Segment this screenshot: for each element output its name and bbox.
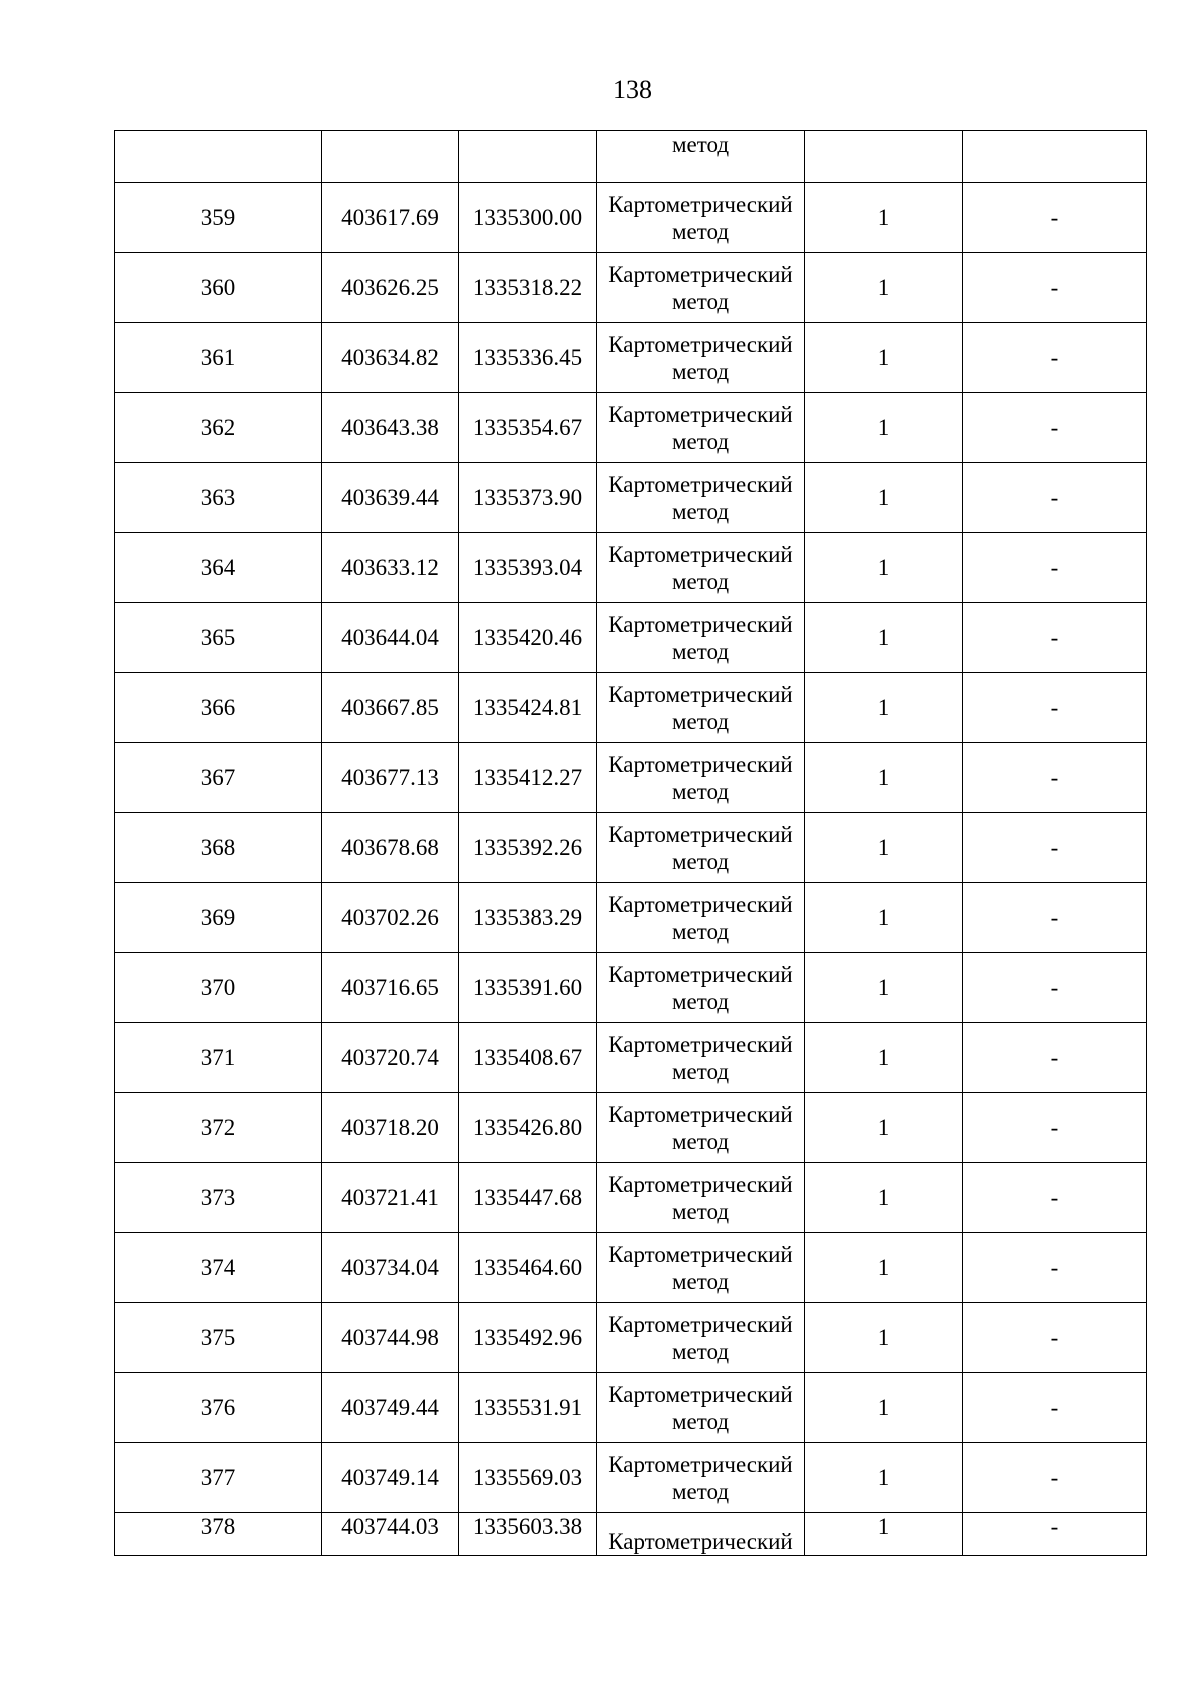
cell-accuracy: 1 (805, 323, 963, 393)
cell-accuracy: 1 (805, 813, 963, 883)
cell-x: 403718.20 (322, 1093, 459, 1163)
table-row (115, 533, 1147, 603)
cell-method (597, 813, 805, 883)
cell-point-number: 366 (115, 673, 322, 743)
cell-note: - (963, 1303, 1147, 1373)
method-line-2: метод (671, 1198, 730, 1224)
cell-point-number: 359 (115, 183, 322, 253)
cell-method (597, 1023, 805, 1093)
table-row (115, 813, 1147, 883)
cell-y: 1335424.81 (459, 673, 597, 743)
cell-method (597, 183, 805, 253)
method-line-1: Картометрический (608, 471, 793, 497)
cell-x: 403702.26 (322, 883, 459, 953)
cell-y: 1335420.46 (459, 603, 597, 673)
method-line-2: метод (671, 1408, 730, 1434)
cell-accuracy: 1 (805, 1303, 963, 1373)
method-line-2: метод (671, 568, 730, 594)
cell-point-number: 365 (115, 603, 322, 673)
table-row (115, 883, 1147, 953)
cell-note: - (963, 813, 1147, 883)
cell-point-number: 363 (115, 463, 322, 533)
method-line-1: Картометрический (608, 961, 793, 987)
method-line-1: Картометрический (608, 821, 793, 847)
method-line-2: метод (671, 288, 730, 314)
cell-accuracy: 1 (805, 673, 963, 743)
cell-x: 403677.13 (322, 743, 459, 813)
cell-method: Картометрический (597, 1513, 805, 1556)
cell-note: - (963, 1163, 1147, 1233)
cell-y: 1335392.26 (459, 813, 597, 883)
cell-method (597, 603, 805, 673)
method-line-2: метод (671, 1338, 730, 1364)
cell-note: - (963, 533, 1147, 603)
cell-method (597, 1163, 805, 1233)
cell-y: 1335391.60 (459, 953, 597, 1023)
cell-y: 1335318.22 (459, 253, 597, 323)
cell-accuracy: 1 (805, 953, 963, 1023)
method-line-1: Картометрический (608, 541, 793, 567)
method-line-2: метод (671, 1128, 730, 1154)
table-row (115, 1303, 1147, 1373)
table-row (115, 673, 1147, 743)
cell-point-number: 377 (115, 1443, 322, 1513)
cell-y: 1335603.38 (459, 1513, 597, 1556)
cell-y: 1335354.67 (459, 393, 597, 463)
coordinates-table-body (115, 131, 1147, 1556)
cell-method (597, 1093, 805, 1163)
cell-accuracy: 1 (805, 603, 963, 673)
cell-accuracy: 1 (805, 883, 963, 953)
cell-y: 1335426.80 (459, 1093, 597, 1163)
table-row (115, 953, 1147, 1023)
cell-method (597, 533, 805, 603)
cell-accuracy: 1 (805, 533, 963, 603)
method-line-1: Картометрический (608, 891, 793, 917)
method-line-2: метод (671, 498, 730, 524)
cell-method (597, 253, 805, 323)
cell-method (597, 1443, 805, 1513)
cell-accuracy: 1 (805, 1443, 963, 1513)
cell-y: 1335492.96 (459, 1303, 597, 1373)
method-line-1: Картометрический (608, 1031, 793, 1057)
cell-x: 403744.98 (322, 1303, 459, 1373)
cell-y: 1335393.04 (459, 533, 597, 603)
cell-y: 1335383.29 (459, 883, 597, 953)
cell-x: 403678.68 (322, 813, 459, 883)
cell-note: - (963, 323, 1147, 393)
cell-x: 403749.44 (322, 1373, 459, 1443)
method-line-1: Картометрический (608, 1451, 793, 1477)
cell-x: 403667.85 (322, 673, 459, 743)
cell-accuracy: 1 (805, 1023, 963, 1093)
cell-x: 403643.38 (322, 393, 459, 463)
cell-accuracy: 1 (805, 1373, 963, 1443)
cell-method (597, 323, 805, 393)
table-row (115, 1093, 1147, 1163)
cell-point-number: 376 (115, 1373, 322, 1443)
cell-point-number: 371 (115, 1023, 322, 1093)
cell-y: 1335464.60 (459, 1233, 597, 1303)
method-line-2: метод (671, 638, 730, 664)
cell-method (597, 393, 805, 463)
cell-note: - (963, 603, 1147, 673)
cell-x: 403626.25 (322, 253, 459, 323)
cell-method (597, 1233, 805, 1303)
cell-method (597, 463, 805, 533)
table-row (115, 1443, 1147, 1513)
cell-x: 403749.14 (322, 1443, 459, 1513)
method-line-1: Картометрический (608, 191, 793, 217)
cell-x: 403744.03 (322, 1513, 459, 1556)
method-line-1: Картометрический (608, 1311, 793, 1337)
cell-point-number: 373 (115, 1163, 322, 1233)
cell-x: 403633.12 (322, 533, 459, 603)
cell-method (597, 1303, 805, 1373)
method-line-2: метод (671, 918, 730, 944)
table-row-last (115, 1513, 1147, 1556)
cell-y (459, 131, 597, 183)
table-row (115, 463, 1147, 533)
cell-x: 403644.04 (322, 603, 459, 673)
page-number: 138 (613, 75, 652, 104)
cell-point-number (115, 131, 322, 183)
cell-accuracy: 1 (805, 253, 963, 323)
cell-note: - (963, 1443, 1147, 1513)
cell-y: 1335531.91 (459, 1373, 597, 1443)
method-line-1: Картометрический (608, 611, 793, 637)
cell-x: 403720.74 (322, 1023, 459, 1093)
cell-x: 403721.41 (322, 1163, 459, 1233)
cell-method (597, 673, 805, 743)
cell-method (597, 953, 805, 1023)
cell-x: 403617.69 (322, 183, 459, 253)
cell-y: 1335408.67 (459, 1023, 597, 1093)
cell-y: 1335412.27 (459, 743, 597, 813)
method-line-1: Картометрический (608, 681, 793, 707)
cell-x: 403639.44 (322, 463, 459, 533)
cell-accuracy: 1 (805, 183, 963, 253)
method-line-1: Картометрический (608, 751, 793, 777)
cell-method (597, 883, 805, 953)
table-row (115, 1023, 1147, 1093)
cell-point-number: 360 (115, 253, 322, 323)
cell-method (597, 743, 805, 813)
table-row (115, 1233, 1147, 1303)
method-line-1: Картометрический (608, 331, 793, 357)
cell-accuracy: 1 (805, 1093, 963, 1163)
method-line-1: Картометрический (608, 401, 793, 427)
cell-point-number: 367 (115, 743, 322, 813)
cell-accuracy: 1 (805, 1233, 963, 1303)
cell-note: - (963, 1373, 1147, 1443)
method-line-2: метод (671, 428, 730, 454)
method-line-1: Картометрический (608, 1241, 793, 1267)
cell-accuracy: 1 (805, 743, 963, 813)
method-line-1: Картометрический (608, 1171, 793, 1197)
cell-point-number: 370 (115, 953, 322, 1023)
cell-x: 403634.82 (322, 323, 459, 393)
cell-note: - (963, 1513, 1147, 1556)
cell-point-number: 374 (115, 1233, 322, 1303)
method-line-2: метод (671, 1478, 730, 1504)
cell-note: - (963, 463, 1147, 533)
table-row (115, 253, 1147, 323)
cell-point-number: 362 (115, 393, 322, 463)
cell-accuracy: 1 (805, 463, 963, 533)
table-row-continued (115, 131, 1147, 183)
cell-note: - (963, 1023, 1147, 1093)
cell-note: - (963, 883, 1147, 953)
method-line-2: метод (671, 778, 730, 804)
table-row (115, 323, 1147, 393)
cell-point-number: 375 (115, 1303, 322, 1373)
method-line-1: Картометрический (608, 1101, 793, 1127)
method-line-2: метод (671, 988, 730, 1014)
cell-point-number: 368 (115, 813, 322, 883)
table-row (115, 393, 1147, 463)
cell-note (963, 131, 1147, 183)
cell-point-number: 364 (115, 533, 322, 603)
cell-point-number: 361 (115, 323, 322, 393)
cell-accuracy (805, 131, 963, 183)
cell-y: 1335569.03 (459, 1443, 597, 1513)
cell-method (597, 1373, 805, 1443)
cell-note: - (963, 953, 1147, 1023)
cell-y: 1335373.90 (459, 463, 597, 533)
method-line-2: метод (671, 848, 730, 874)
cell-point-number: 369 (115, 883, 322, 953)
coordinates-table (114, 130, 1147, 1556)
method-line-2: метод (671, 1268, 730, 1294)
cell-accuracy: 1 (805, 393, 963, 463)
cell-x: 403734.04 (322, 1233, 459, 1303)
cell-point-number: 372 (115, 1093, 322, 1163)
method-line-1: Картометрический (608, 1381, 793, 1407)
cell-note: - (963, 673, 1147, 743)
cell-y: 1335300.00 (459, 183, 597, 253)
cell-note: - (963, 393, 1147, 463)
cell-accuracy: 1 (805, 1513, 963, 1556)
cell-note: - (963, 183, 1147, 253)
cell-y: 1335447.68 (459, 1163, 597, 1233)
cell-accuracy: 1 (805, 1163, 963, 1233)
cell-note: - (963, 1093, 1147, 1163)
method-line-1: Картометрический (608, 261, 793, 287)
cell-y: 1335336.45 (459, 323, 597, 393)
cell-x (322, 131, 459, 183)
table-row (115, 1373, 1147, 1443)
cell-point-number: 378 (115, 1513, 322, 1556)
method-line-2: метод (671, 1058, 730, 1084)
cell-note: - (963, 1233, 1147, 1303)
cell-note: - (963, 253, 1147, 323)
table-row (115, 743, 1147, 813)
cell-x: 403716.65 (322, 953, 459, 1023)
method-line-2: метод (671, 358, 730, 384)
cell-note: - (963, 743, 1147, 813)
table-row (115, 1163, 1147, 1233)
cell-method: метод (597, 131, 805, 183)
method-line-2: метод (671, 218, 730, 244)
table-row (115, 183, 1147, 253)
table-row (115, 603, 1147, 673)
method-line-2: метод (671, 708, 730, 734)
